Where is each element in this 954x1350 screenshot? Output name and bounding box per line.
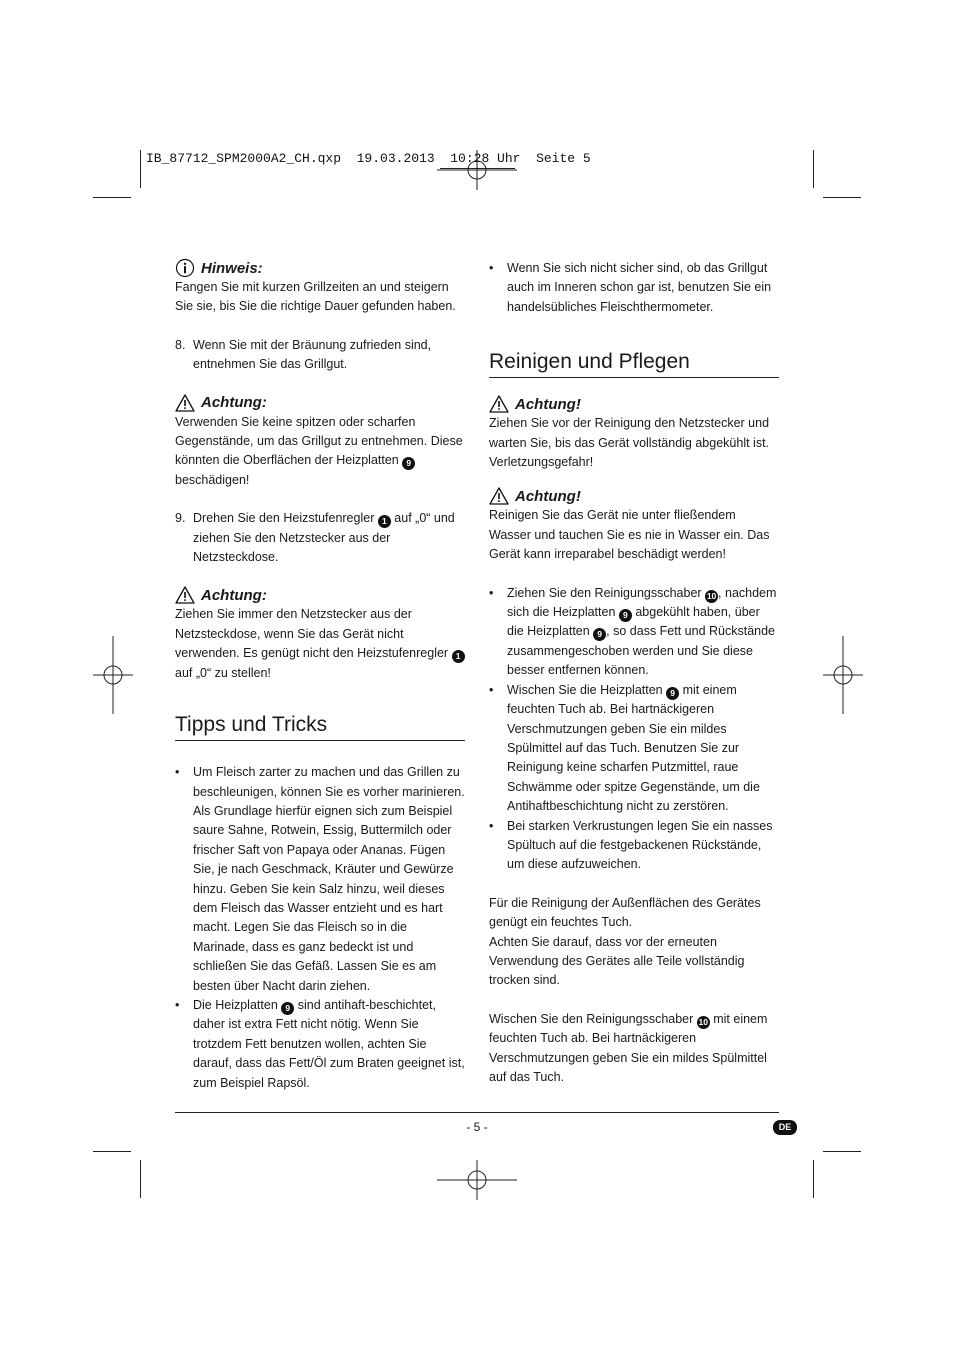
- page-number: - 5 -: [466, 1120, 488, 1134]
- achtung-title: Achtung:: [201, 586, 267, 604]
- reinigen-bullet-3: • Bei starken Verkrustungen legen Sie ein nasses Spültuch auf die festgebackenen Rückstände, um diese aufzuweichen.: [489, 818, 773, 872]
- tipps-bullet-2: • Die Heizplatten 9 sind antihaft-beschichtet, daher ist extra Fett nicht nötig. Wenn Sie trotzdem Fett benutzen wollen, achten Sie darauf, dass das Fett/Öl zum Braten geeignet ist, zum Beispiel Rapsöl.: [175, 997, 465, 1090]
- part-badge-9: 9: [666, 687, 679, 700]
- achtung-title: Achtung!: [515, 395, 581, 413]
- part-badge-9: 9: [619, 609, 632, 622]
- reinigen-heading: Reinigen und Pflegen: [489, 350, 779, 378]
- achtung-title: Achtung!: [515, 487, 581, 505]
- reinigen-bullet-1: • Ziehen Sie den Reinigungsschaber 10 , nachdem sich die Heizplatten 9 abgekühlt haben, über die Heizplatten 9 , so dass Fett und Rückstände zusammengeschoben werden und Sie diese besser entfernen können.: [489, 585, 777, 678]
- registration-mark-right: [823, 636, 863, 714]
- step-text: Drehen Sie den Heizstufenregler 1 auf „0“ und ziehen Sie den Netzstecker aus der Netzsteckdose.: [193, 511, 455, 565]
- step-number: 9.: [175, 511, 186, 526]
- tipps-heading: Tipps und Tricks: [175, 713, 465, 741]
- part-badge-9: 9: [402, 457, 415, 470]
- tipps-bullet-1: • Um Fleisch zarter zu machen und das Grillen zu beschleunigen, können Sie es vorher marinieren. Als Grundlage hierfür eignen sich zum Beispiel saure Sahne, Rotwein, Essig, Buttermilch oder frischer Saft von Papaya oder Ananas. Fügen Sie, je nach Geschmack, Kräuter und Gewürze hinzu. Geben Sie kein Salz hinzu, weil dieses dem Fleisch das Wasser entzieht und es hart macht. Legen Sie das Fleisch so in die Marinade, dass es ganz bedeckt ist und schließen Sie das Gefäß. Lassen Sie es am besten über Nacht darin ziehen.: [175, 765, 465, 993]
- achtung-text-1: Verwenden Sie keine spitzen oder scharfen Gegenstände, um das Grillgut zu entnehmen. Diese könnten die Oberflächen der Heizplatten 9 beschädigen!: [175, 414, 463, 487]
- achtung-text-3: Ziehen Sie vor der Reinigung den Netzstecker und warten Sie, bis das Gerät vollständig abgekühlt ist. Verletzungsgefahr!: [489, 416, 770, 470]
- registration-mark-bottom: [437, 1160, 517, 1200]
- part-badge-10: 10: [698, 1016, 708, 1027]
- reinigen-bullet-2: • Wischen Sie die Heizplatten 9 mit einem feuchten Tuch ab. Bei hartnäckigeren Verschmutzungen geben Sie ein mildes Spülmittel auf das Tuch. Benutzen Sie zur Reinigung keine scharfen Putzmittel, raue Schwämme oder spitze Gegenstände, um die Antihaftbeschichtung nicht zu zerstören.: [489, 682, 760, 814]
- part-badge-10: 10: [706, 590, 717, 601]
- part-badge-9: 9: [281, 1002, 294, 1015]
- left-column: [175, 258, 465, 1093]
- step-8: [175, 336, 465, 375]
- step-number: 8.: [175, 337, 186, 352]
- achtung-heading-3: [489, 394, 779, 414]
- info-icon: [175, 258, 195, 278]
- step-9: [175, 509, 465, 567]
- print-slug: IB_87712_SPM2000A2_CH.qxp 19.03.2013 10:28 Uhr Seite 5: [146, 151, 591, 166]
- scraper-cleaning-text: Wischen Sie den Reinigungsschaber 10 mit einem feuchten Tuch ab. Bei hartnäckigeren Verschmutzungen geben Sie ein mildes Spülmittel auf das Tuch.: [489, 1011, 768, 1084]
- achtung-heading-2: [175, 585, 465, 605]
- achtung-heading-1: [175, 393, 465, 413]
- dry-parts-text: Achten Sie darauf, dass vor der erneuten Verwendung des Gerätes alle Teile vollständig trocken sind.: [489, 934, 745, 988]
- registration-mark-left: [93, 636, 133, 714]
- warning-icon: [489, 395, 509, 413]
- part-badge-1: 1: [378, 515, 391, 528]
- thermometer-bullet: • Wenn Sie sich nicht sicher sind, ob das Grillgut auch im Inneren schon gar ist, benutzen Sie ein handelsübliches Fleischthermometer.: [489, 261, 772, 314]
- warning-icon: [175, 394, 195, 412]
- language-badge: DE: [773, 1120, 797, 1135]
- right-column: [489, 259, 779, 1087]
- exterior-cleaning-text: Für die Reinigung der Außenflächen des Gerätes genügt ein feuchtes Tuch.: [489, 895, 761, 930]
- registration-mark-top: [437, 150, 517, 190]
- part-badge-1: 1: [452, 650, 465, 663]
- achtung-heading-4: [489, 486, 779, 506]
- warning-icon: [175, 586, 195, 604]
- hinweis-text: Fangen Sie mit kurzen Grillzeiten an und steigern Sie sie, bis Sie die richtige Dauer gefunden haben.: [175, 280, 456, 314]
- achtung-title: Achtung:: [201, 394, 267, 412]
- part-badge-9: 9: [593, 628, 606, 641]
- footer-rule: [175, 1112, 779, 1113]
- step-text: Wenn Sie mit der Bräunung zufrieden sind, entnehmen Sie das Grillgut.: [193, 337, 432, 372]
- hinweis-heading: [175, 258, 465, 278]
- warning-icon: [489, 487, 509, 505]
- achtung-text-4: Reinigen Sie das Gerät nie unter fließendem Wasser und tauchen Sie es nie in Wasser ein. Das Gerät kann irreparabel beschädigt werden!: [489, 508, 770, 562]
- hinweis-title: Hinweis:: [201, 259, 263, 277]
- achtung-text-2: Ziehen Sie immer den Netzstecker aus der Netzsteckdose, wenn Sie das Gerät nicht verwenden. Es genügt nicht den Heizstufenregler 1 auf „0“ zu stellen!: [175, 605, 465, 683]
